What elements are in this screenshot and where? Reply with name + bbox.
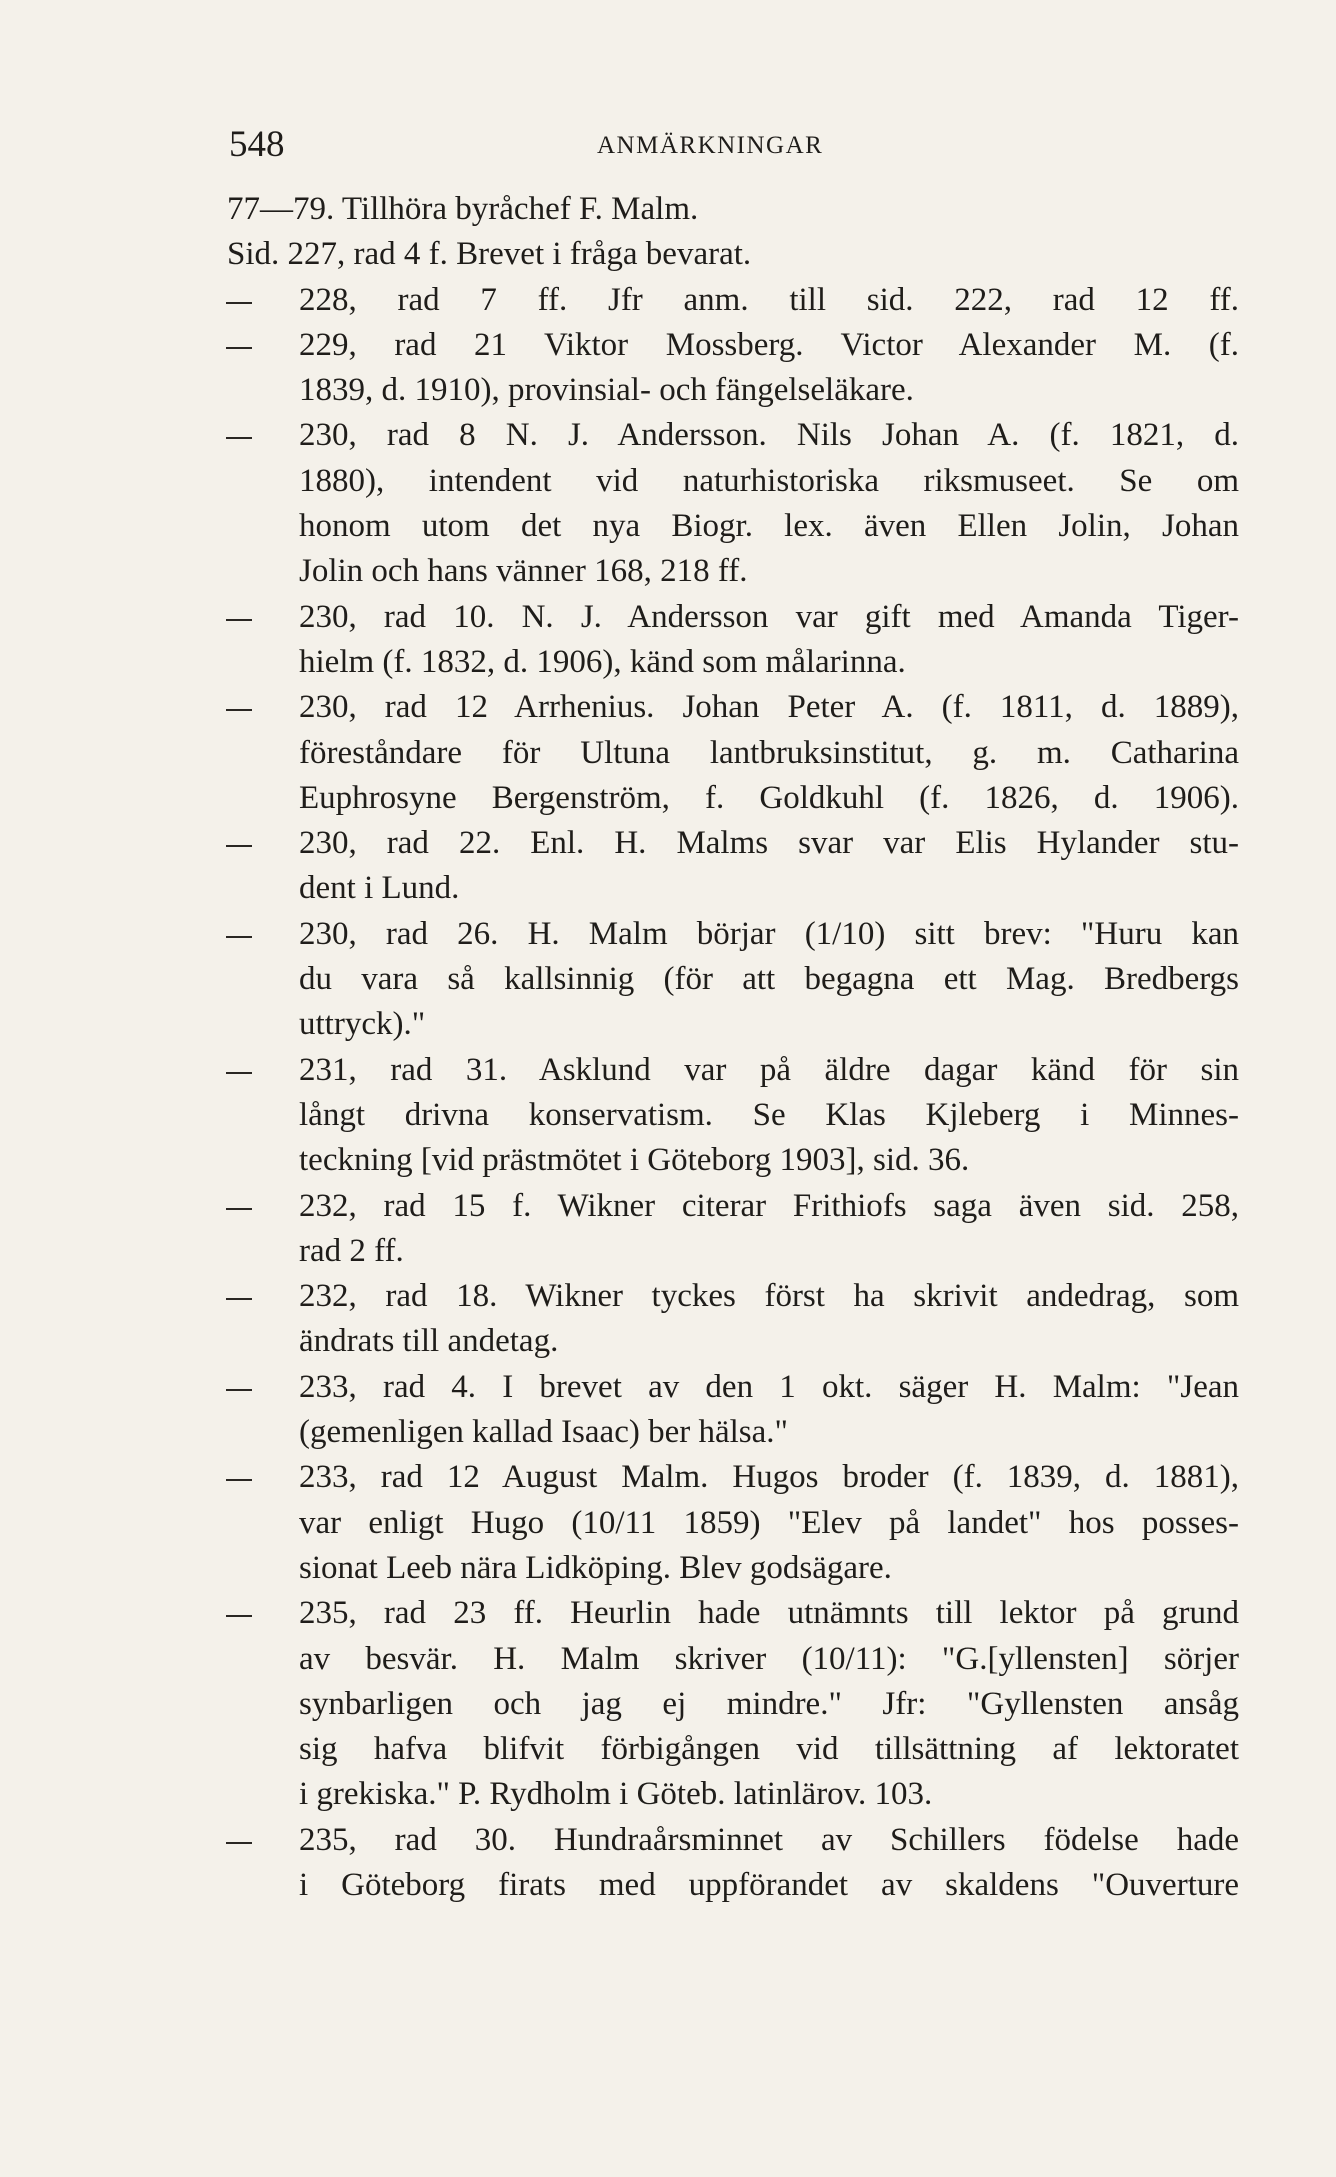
note-line: långt drivna konservatism. Se Klas Kjleberg i Minnes- xyxy=(299,1096,1239,1133)
note-line: Euphrosyne Bergenström, f. Goldkuhl (f. 1826, d. 1906). xyxy=(299,779,1239,816)
note-line: teckning [vid prästmötet i Göteborg 1903], sid. 36. xyxy=(299,1142,970,1179)
note-line: (gemenligen kallad Isaac) ber hälsa." xyxy=(299,1414,788,1451)
note-line: uttryck)." xyxy=(299,1006,426,1043)
note-line: 231, rad 31. Asklund var på äldre dagar känd för sin xyxy=(299,1051,1239,1088)
note-line: 230, rad 26. H. Malm börjar (1/10) sitt brev: "Huru kan xyxy=(299,915,1239,952)
note-line: Sid. 227, rad 4 f. Brevet i fråga bevarat. xyxy=(227,236,752,273)
note-line: Jolin och hans vänner 168, 218 ff. xyxy=(299,553,748,590)
note-line: du vara så kallsinnig (för att begagna ett Mag. Bredbergs xyxy=(299,961,1239,998)
note-line: hielm (f. 1832, d. 1906), känd som målarinna. xyxy=(299,643,906,680)
notes-body xyxy=(227,187,1239,1908)
note-line: föreståndare för Ultuna lantbruksinstitut, g. m. Catharina xyxy=(299,734,1239,771)
page-header xyxy=(229,123,1109,169)
page-number: 548 xyxy=(229,124,285,165)
note-line: synbarligen och jag ej mindre." Jfr: "Gyllensten ansåg xyxy=(299,1685,1239,1722)
note-line: 232, rad 18. Wikner tyckes först ha skrivit andedrag, som xyxy=(299,1278,1239,1315)
note-line: dent i Lund. xyxy=(299,870,460,907)
note-line: rad 2 ff. xyxy=(299,1232,404,1269)
note-line: 230, rad 12 Arrhenius. Johan Peter A. (f. 1811, d. 1889), xyxy=(299,689,1239,726)
note-line: i Göteborg firats med uppförandet av skaldens "Ouverture xyxy=(299,1866,1239,1903)
note-line: sionat Leeb nära Lidköping. Blev godsägare. xyxy=(299,1549,892,1586)
note-line: 77—79. Tillhöra byråchef F. Malm. xyxy=(227,191,699,227)
note-line: 235, rad 23 ff. Heurlin hade utnämnts till lektor på grund xyxy=(299,1595,1239,1632)
note-line: 232, rad 15 f. Wikner citerar Frithiofs saga även sid. 258, xyxy=(299,1187,1239,1224)
note-line: var enligt Hugo (10/11 1859) "Elev på landet" hos posses- xyxy=(299,1504,1239,1541)
note-line: 230, rad 8 N. J. Andersson. Nils Johan A. (f. 1821, d. xyxy=(299,417,1239,454)
note-line: 228, rad 7 ff. Jfr anm. till sid. 222, rad 12 ff. xyxy=(299,281,1239,318)
note-line: 233, rad 4. I brevet av den 1 okt. säger H. Malm: "Jean xyxy=(299,1368,1239,1405)
note-line: honom utom det nya Biogr. lex. även Ellen Jolin, Johan xyxy=(299,508,1239,545)
running-head: ANMÄRKNINGAR xyxy=(597,132,824,159)
note-line: 229, rad 21 Viktor Mossberg. Victor Alexander M. (f. xyxy=(299,326,1239,363)
note-line: 230, rad 10. N. J. Andersson var gift med Amanda Tiger- xyxy=(299,598,1239,635)
note-line: ändrats till andetag. xyxy=(299,1323,559,1360)
note-line: 235, rad 30. Hundraårsminnet av Schillers födelse hade xyxy=(299,1821,1239,1858)
note-line: 1839, d. 1910), provinsial- och fängelseläkare. xyxy=(299,372,914,409)
note-line: 233, rad 12 August Malm. Hugos broder (f. 1839, d. 1881), xyxy=(299,1459,1239,1496)
note-line: sig hafva blifvit förbigången vid tillsättning af lektoratet xyxy=(299,1731,1239,1768)
note-line: i grekiska." P. Rydholm i Göteb. latinlärov. 103. xyxy=(299,1776,933,1813)
note-line: 230, rad 22. Enl. H. Malms svar var Elis Hylander stu- xyxy=(299,825,1239,862)
note-line: 1880), intendent vid naturhistoriska riksmuseet. Se om xyxy=(299,462,1239,499)
note-line: av besvär. H. Malm skriver (10/11): "G.[yllensten] sörjer xyxy=(299,1640,1239,1677)
